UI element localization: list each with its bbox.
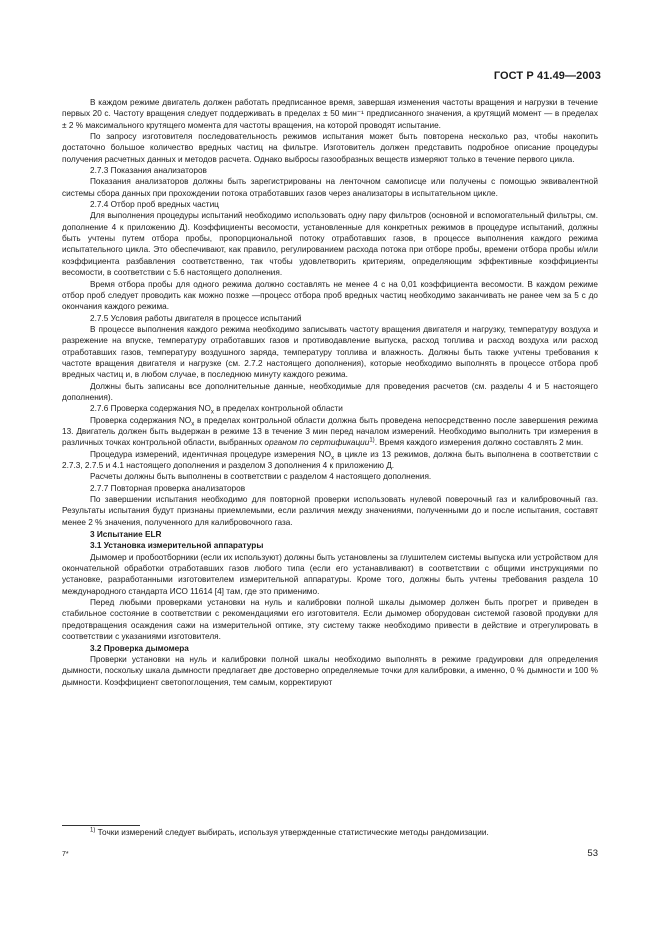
section-2-7-6-paragraph-1: Проверка содержания $NO_x$ в пределах контрольной области должна быть проведена непосредственно после завершения режима 13. Двигатель должен быть выдержан в режиме 13 в течение 3 мин перед началом измерений. Необходимо выполнить три измерения в различных точках контрольной области, выбранных органом по сертификации$^{1)}$. Время каждого измерения должно составлять 2 мин. [62,415,598,448]
block2-paragraph-5: Перед любыми проверками установки на нуль и калибровки полной шкалы дымомер должен быть прогрет и приведен в стабильное состояние в соответствии с рекомендациями его изготовителя. Если дымомер оборудован системой газовой продувки для предотвращения осаждения сажи на измерительной оптике, эту систему также необходимо привести в действие и отрегулировать в соответствии с указаниями изготовителя. [62,598,598,642]
body-text [62,97,598,688]
block2-section-title-2: 3 Испытание ELR [90,530,162,540]
page-number: 53 [587,848,598,859]
block2-subsection-title-0: 2.7.7 Повторная проверка анализаторов [90,483,246,493]
footnote-divider [62,825,140,826]
block2-subsection-heading-3: 3.1 Установка измерительной аппаратуры [90,541,264,551]
block2-paragraph-7: Проверки установки на нуль и калибровки полной шкалы необходимо выполнять в режиме градуировки для определения дымности, поскольку шкала дымности предлагает две достоверно определяемые точки для калибровки, а именно, 0 % дымности и 100 % дымности. Коэффициент светопоглощения, тем самым, корректируют [62,654,598,687]
block1-paragraph-8: В процессе выполнения каждого режима необходимо записывать частоту вращения двигателя и нагрузку, температуру воздуха и разрежение на впуске, температуру отработавших газов и противодавление выпуска, расход топлива и расход воздуха или расход отработавших газов, температуру воздушного заряда, температуру топлива и влажность. Должны быть также учтены требования к частоте вращения двигателя и нагрузке (см. 2.7.2 настоящего дополнения), которые необходимо выполнять в процессе отбора проб вредных частиц и, в любом случае, в последнюю минуту каждого режима. [62,324,598,380]
block1-subsection-title-4: 2.7.4 Отбор проб вредных частиц [90,200,219,210]
section-2-7-6-title: 2.7.6 Проверка содержания $NO_x$ в пределах контрольной области [90,404,343,416]
block1-paragraph-0: В каждом режиме двигатель должен работать предписанное время, завершая изменения частоты вращения и нагрузки в течение первых 20 с. Частоту вращения следует поддерживать в пределах ± 50 мин⁻¹ предписанного значения, а крутящий момент — в пределах ± 2 % максимального крутящего момента для частоты вращения, на которой проводят испытание. [62,98,598,130]
footnote-ref: 1) [369,437,375,444]
footnote: $^{1)}$ Точки измерений следует выбирать, используя утвержденные статистические методы рандомизации. [90,827,489,837]
block1-paragraph-9: Должны быть записаны все дополнительные данные, необходимые для проведения расчетов (см. разделы 4 и 5 настоящего дополнения). [62,381,598,402]
block1-paragraph-3: Показания анализаторов должны быть зарегистрированы на ленточном самописце или получены с помощью эквивалентной системы сбора данных при прохождении потока отработавших газов через анализаторы в испытательном цикле. [62,177,598,198]
section-2-7-6-paragraph-3: Расчеты должны быть выполнены в соответствии с разделом 4 настоящего дополнения. [90,472,432,482]
paragraph-group-2 [62,483,598,688]
footer-signature-mark: 7* [62,851,69,858]
block2-subsection-heading-6: 3.2 Проверка дымомера [90,643,189,653]
block1-subsection-title-2: 2.7.3 Показания анализаторов [90,166,207,176]
section-2-7-6-paragraph-2: Процедура измерений, идентичная процедуре измерения $NO_x$ в цикле из 13 режимов, должна быть выполнена в соответствии с 2.7.3, 2.7.5 и 4.1 настоящего дополнения и разделом 3 дополнения 4 к приложению Д. [62,449,598,470]
block1-paragraph-5: Для выполнения процедуры испытаний необходимо использовать одну пару фильтров (основной и вспомогательный фильтры, см. дополнение 4 к приложению Д). Коэффициенты весомости, установленные для конкретных режимов в процедуре испытаний, должны быть учтены путем отбора пробы, пропорциональной потоку отработавших газов, в процессе выполнения каждого режима испытательного цикла. Это обеспечивают, как правило, регулированием расхода потока при отборе пробы, времени отбора пробы и/или коэффициента разбавления соответственно, так чтобы удовлетворить критериям, определяющим эффективные коэффициенты весомости, в соответствии с 5.6 настоящего дополнения. [62,211,598,278]
paragraph-group-1 [62,97,598,403]
block1-paragraph-1: По запросу изготовителя последовательность режимов испытания может быть повторена несколько раз, чтобы накопить достаточно большое количество вредных частиц на фильтре. Изготовитель должен представить подробное описание процедуры получения расчетных данных и методов расчета. Однако выбросы газообразных веществ измеряют только в течение первого цикла. [62,132,598,164]
block2-paragraph-4: Дымомер и пробоотборники (если их используют) должны быть установлены за глушителем системы выпуска или устройством для окончательной обработки отработавших газов любого типа (если его устанавливают) в соответствии с общими инструкциями по установке, разработанными изготовителем измерительной аппаратуры. Кроме того, должны быть учтены требования раздела 10 международного стандарта ИСО 11614 [4] там, где это применимо. [62,552,598,596]
block1-subsection-title-7: 2.7.5 Условия работы двигателя в процессе испытаний [90,313,302,323]
standard-header: ГОСТ Р 41.49—2003 [493,70,601,82]
block2-paragraph-1: По завершении испытания необходимо для повторной проверки использовать нулевой поверочный газ и калибровочный газ. Результаты испытания будут признаны приемлемыми, если различия между значениями, полученными до и после испытания, составят менее 2 % значения, полученного для калибровочного газа. [62,495,598,527]
block1-paragraph-6: Время отбора пробы для одного режима должно составлять не менее 4 с на 0,01 коэффициента весомости. В каждом режиме отбор проб следует проводить как можно позже —процесс отбора проб вредных частиц необходимо заканчивать не ранее чем за 5 с до окончания каждого режима. [62,279,598,312]
